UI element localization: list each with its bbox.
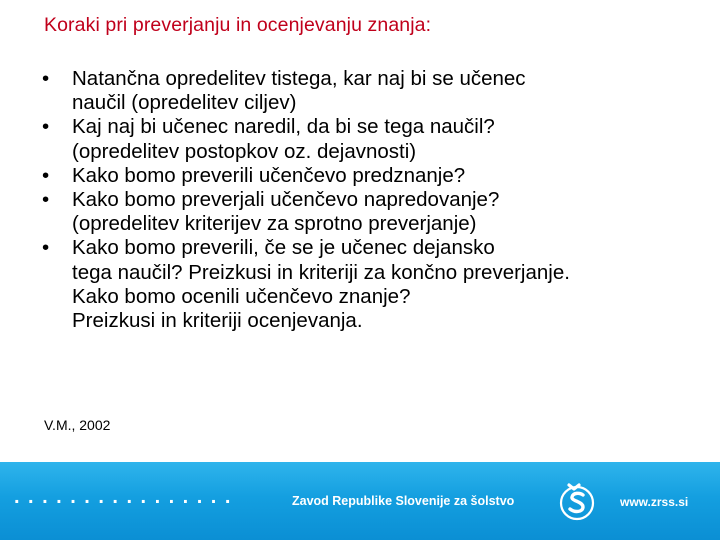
website-url[interactable]: www.zrss.si xyxy=(620,495,689,509)
bullet-marker: • xyxy=(42,163,50,187)
bullet-list xyxy=(42,67,570,333)
bullet-line: Kako bomo preverili, če se je učenec dejansko xyxy=(72,236,495,260)
bullet-line: naučil (opredelitev ciljev) xyxy=(72,91,297,115)
bullet-line: Preizkusi in kriteriji ocenjevanja. xyxy=(72,309,363,333)
bullet-item xyxy=(42,164,570,188)
bullet-marker: • xyxy=(42,188,50,212)
bullet-line: Kako bomo preverjali učenčevo napredovanje? xyxy=(72,188,500,212)
slide-title: Koraki pri preverjanju in ocenjevanju znanja: xyxy=(44,14,432,36)
zrss-logo-icon xyxy=(556,476,600,526)
bullet-item xyxy=(42,188,570,236)
bullet-marker: • xyxy=(42,67,50,90)
bullet-item xyxy=(42,115,570,163)
organization-name: Zavod Republike Slovenije za šolstvo xyxy=(292,494,515,508)
bullet-line: Kako bomo ocenili učenčevo znanje? xyxy=(72,284,411,308)
bullet-item xyxy=(42,236,570,333)
bullet-line: Kako bomo preverili učenčevo predznanje? xyxy=(72,163,466,187)
bullet-line: (opredelitev postopkov oz. dejavnosti) xyxy=(72,139,417,163)
bullet-item xyxy=(42,67,570,115)
bullet-line: (opredelitev kriterijev za sprotno preverjanje) xyxy=(72,212,477,236)
bullet-line: tega naučil? Preizkusi in kriteriji za končno preverjanje. xyxy=(72,260,570,284)
footer-dots: ................ xyxy=(14,486,239,508)
bullet-line: Natančna opredelitev tistega, kar naj bi se učenec xyxy=(72,67,526,90)
citation: V.M., 2002 xyxy=(44,417,111,433)
bullet-line: Kaj naj bi učenec naredil, da bi se tega naučil? xyxy=(72,115,495,139)
bullet-marker: • xyxy=(42,115,50,139)
bullet-marker: • xyxy=(42,236,50,260)
